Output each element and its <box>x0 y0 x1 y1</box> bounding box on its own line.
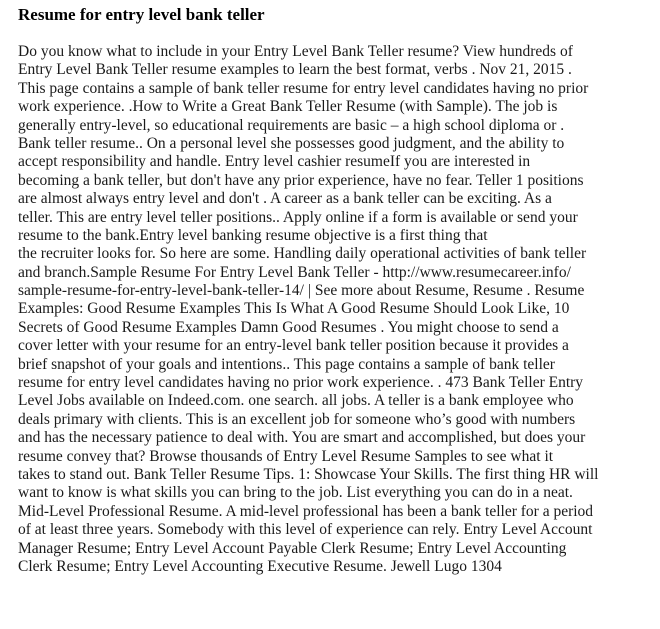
body-text-line: are almost always entry level and don't . A career as a bank teller can be exciting. As a <box>18 190 552 208</box>
body-text-line: becoming a bank teller, but don't have any prior experience, have no fear. Teller 1 positions <box>18 171 584 189</box>
body-text-line: work experience. .How to Write a Great Bank Teller Resume (with Sample). The job is <box>18 98 558 116</box>
body-text-line: resume convey that? Browse thousands of Entry Level Resume Samples to see what it <box>18 447 554 465</box>
body-text-line: Entry Level Bank Teller resume examples to learn the best format, verbs . Nov 21, 2015 . <box>18 61 572 79</box>
body-text-line: This page contains a sample of bank teller resume for entry level candidates having no prior <box>18 79 589 97</box>
body-text-line: generally entry-level, so educational requirements are basic – a high school diploma or . <box>18 116 565 134</box>
body-text-line: Level Jobs available on Indeed.com. one search. all jobs. A teller is a bank employee who <box>18 392 574 410</box>
body-text-line: of at least three years. Somebody with this level of experience can rely. Entry Level Account <box>18 521 593 539</box>
body-text-line: Examples: Good Resume Examples This Is What A Good Resume Should Look Like, 10 <box>18 300 570 318</box>
body-text-line: Manager Resume; Entry Level Account Payable Clerk Resume; Entry Level Accounting <box>18 539 567 557</box>
body-text-line: resume for entry level candidates having no prior work experience. . 473 Bank Teller Entry <box>18 374 584 392</box>
body-text-line: sample-resume-for-entry-level-bank-teller-14/ | See more about Resume, Resume . Resume <box>18 282 585 300</box>
body-text-line: resume to the bank.Entry level banking resume objective is a first thing that <box>18 226 488 244</box>
body-text-line: the recruiter looks for. So here are some. Handling daily operational activities of bank teller <box>18 245 587 263</box>
body-text-line: Secrets of Good Resume Examples Damn Good Resumes . You might choose to send a <box>18 318 559 336</box>
body-text-line: and has the necessary patience to deal with. You are smart and accomplished, but does your <box>18 429 586 447</box>
body-text-line: takes to stand out. Bank Teller Resume Tips. 1: Showcase Your Skills. The first thing HR will <box>18 465 599 483</box>
body-text-line: deals primary with clients. This is an excellent job for someone who’s good with numbers <box>18 410 576 428</box>
document-body <box>18 43 648 576</box>
body-text-line: and branch.Sample Resume For Entry Level Bank Teller - http://www.resumecareer.info/ <box>18 263 571 281</box>
body-text-line: Do you know what to include in your Entry Level Bank Teller resume? View hundreds of <box>18 43 573 60</box>
body-text-line: accept responsibility and handle. Entry level cashier resumeIf you are interested in <box>18 153 531 171</box>
body-text-line: Mid-Level Professional Resume. A mid-level professional has been a bank teller for a period <box>18 502 594 520</box>
body-text-line: brief snapshot of your goals and intentions.. This page contains a sample of bank teller <box>18 355 555 373</box>
body-text-line: Bank teller resume.. On a personal level she possesses good judgment, and the ability to <box>18 134 565 152</box>
body-text-line: want to know is what skills you can bring to the job. List everything you can do in a neat. <box>18 484 573 502</box>
body-text-line: cover letter with your resume for an entry-level bank teller position because it provides a <box>18 337 569 355</box>
document-title: Resume for entry level bank teller <box>18 5 265 24</box>
body-text-line: teller. This are entry level teller positions.. Apply online if a form is available or send your <box>18 208 578 226</box>
body-text-line: Clerk Resume; Entry Level Accounting Executive Resume. Jewell Lugo 1304 <box>18 557 502 575</box>
